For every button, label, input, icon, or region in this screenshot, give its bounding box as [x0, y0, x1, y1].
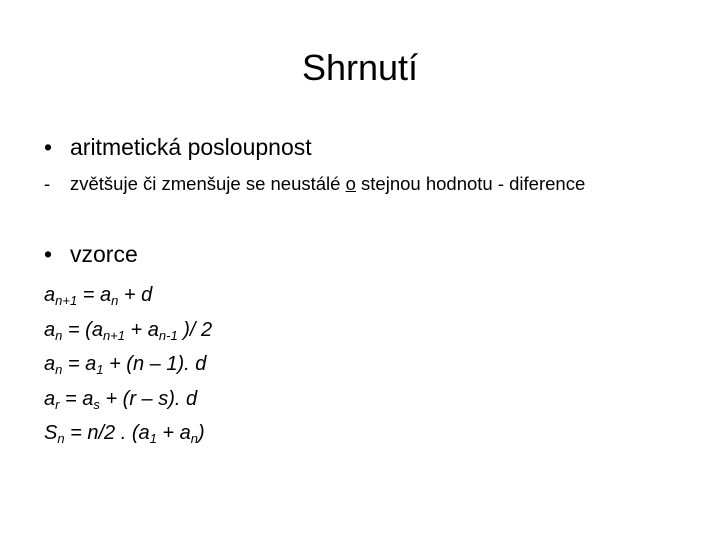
- formula-sum: $S_n = n/2$ . $(a_1 + a_n)$: [44, 422, 205, 446]
- slide-title: Shrnutí: [301, 47, 419, 88]
- formula-list: [44, 278, 212, 451]
- formula-r-s-terms: $a_r = a_s + (r - s)$. d: [44, 387, 198, 412]
- bullet-item-formulas: [44, 239, 138, 269]
- bullet-marker: •: [44, 134, 53, 160]
- formula-mean: $a_n = (a_{n+1} + a_{n-1}$ )/ 2: [44, 318, 213, 343]
- formula-nth-term: $a_n = a_1 + (n - 1)$. d: [44, 353, 207, 377]
- bullet-marker: •: [44, 241, 53, 267]
- definition-line: [44, 171, 585, 197]
- definition-text-after: stejnou hodnotu - diference: [355, 173, 586, 194]
- bullet-text: vzorce: [70, 241, 138, 267]
- dash-marker: -: [44, 173, 51, 194]
- formula-recursive: $a_{n+1} = a_n + d$: [44, 284, 153, 308]
- definition-text-before: zvětšuje či zmenšuje se neustálé: [70, 173, 346, 194]
- bullet-item-arithmetic: [44, 132, 312, 162]
- bullet-text: aritmetická posloupnost: [70, 134, 312, 160]
- definition-underlined-word: o: [345, 173, 356, 194]
